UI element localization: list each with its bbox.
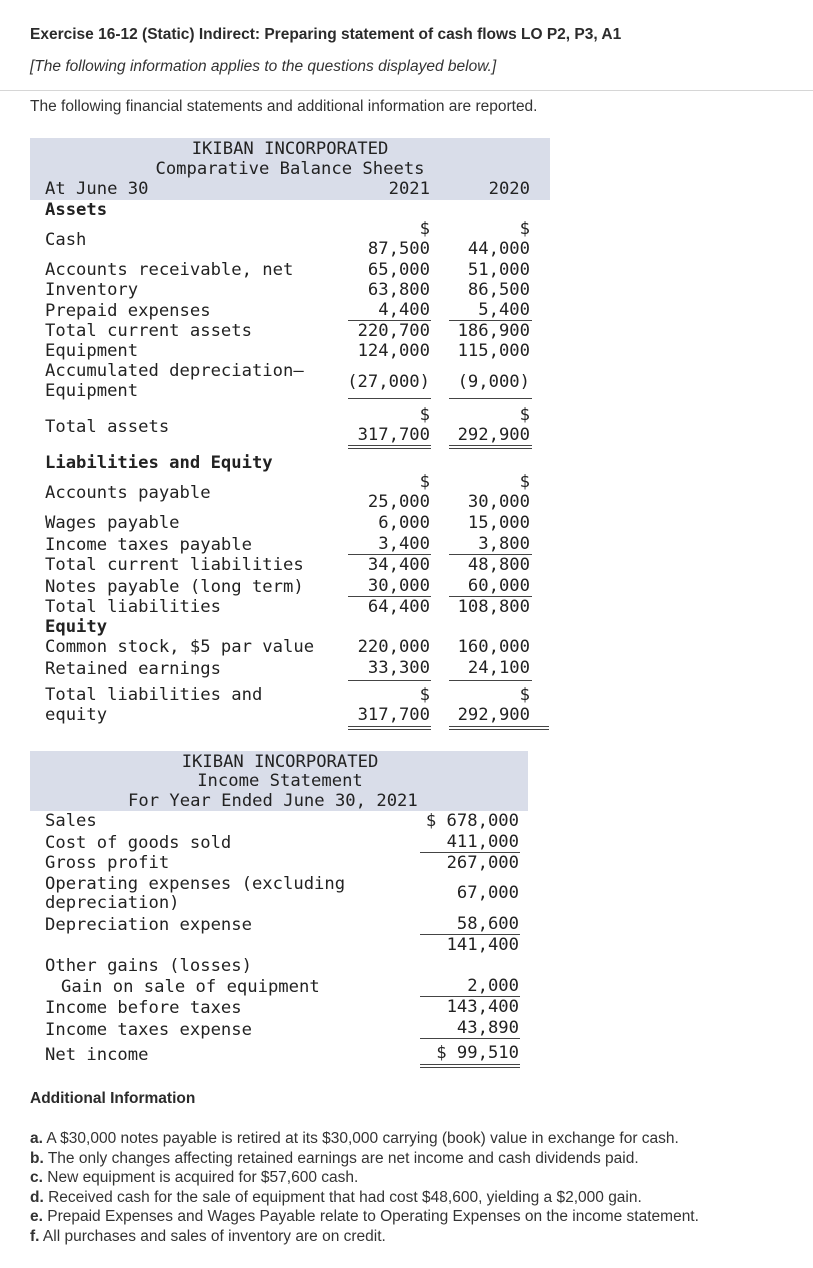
list-item: c. New equipment is acquired for $57,600 cash. (30, 1169, 359, 1187)
is-value: 43,890 (456, 1018, 519, 1038)
dollar-sign: $ (419, 405, 430, 425)
value-2021: 4,400 (378, 300, 430, 320)
double-underline (420, 1064, 520, 1068)
is-value: 267,000 (446, 853, 519, 873)
is-label-tax: Income taxes expense (45, 1020, 252, 1040)
row-label-total-assets: Total assets (45, 417, 170, 437)
value-2021: 3,400 (378, 534, 430, 554)
is-value-subtotal: 141,400 (446, 935, 519, 955)
double-underline (348, 726, 431, 730)
underline (449, 398, 532, 399)
is-label-sales: Sales (45, 811, 97, 831)
underline (449, 680, 532, 681)
additional-info-title: Additional Information (30, 1090, 196, 1107)
dollar-sign: $ (519, 472, 530, 492)
row-label-re: Retained earnings (45, 659, 221, 679)
dollar-sign: $ (419, 219, 430, 239)
value-2021: 34,400 (367, 555, 430, 575)
value-2021: (27,000) (347, 372, 430, 392)
value-2020: 160,000 (457, 637, 530, 657)
value-2021: 317,700 (357, 705, 430, 725)
list-item: e. Prepaid Expenses and Wages Payable relate to Operating Expenses on the income statement. (30, 1208, 699, 1226)
is-value: 411,000 (446, 832, 519, 852)
bs-date-label: At June 30 (45, 179, 149, 199)
bs-col-2021: 2021 (388, 179, 430, 199)
is-value: 67,000 (456, 883, 519, 903)
row-label-equipment: Equipment (45, 341, 139, 361)
bs-col-2020: 2020 (488, 179, 530, 199)
double-underline (449, 445, 532, 449)
underline (348, 398, 431, 399)
divider (0, 90, 813, 91)
value-2021: 65,000 (367, 260, 430, 280)
dollar-sign: $ (519, 219, 530, 239)
row-label-itp: Income taxes payable (45, 535, 252, 555)
value-2020: 24,100 (467, 658, 530, 678)
exercise-title: Exercise 16-12 (Static) Indirect: Preparing statement of cash flows LO P2, P3, A1 (30, 26, 622, 43)
is-value: 143,400 (446, 997, 519, 1017)
row-label-notes: Notes payable (long term) (45, 577, 304, 597)
list-item: b. The only changes affecting retained earnings are net income and cash dividends paid. (30, 1149, 639, 1167)
dollar-sign: $ (419, 472, 430, 492)
is-period: For Year Ended June 30, 2021 (128, 791, 418, 811)
value-2020: 44,000 (467, 239, 530, 259)
assets-heading: Assets (45, 200, 108, 220)
is-label-ibt: Income before taxes (45, 998, 242, 1018)
is-label-ni: Net income (45, 1045, 149, 1065)
value-2020: 51,000 (467, 260, 530, 280)
is-value: $ 678,000 (425, 811, 519, 831)
double-underline (348, 445, 431, 449)
value-2020: (9,000) (457, 372, 530, 392)
value-2021: 25,000 (367, 492, 430, 512)
is-value-net-income: $ 99,510 (436, 1043, 519, 1063)
row-label-accdep-2: Equipment (45, 381, 139, 401)
value-2021: 64,400 (367, 597, 430, 617)
is-label-dep: Depreciation expense (45, 915, 252, 935)
is-value: 58,600 (456, 914, 519, 934)
is-value: 2,000 (467, 976, 519, 996)
value-2020: 5,400 (478, 300, 530, 320)
value-2020: 15,000 (467, 513, 530, 533)
dollar-sign: $ (519, 405, 530, 425)
value-2020: 186,900 (457, 321, 530, 341)
liabilities-heading: Liabilities and Equity (45, 453, 273, 473)
is-company: IKIBAN INCORPORATED (181, 752, 379, 772)
bs-company: IKIBAN INCORPORATED (191, 139, 389, 159)
value-2020: 3,800 (478, 534, 530, 554)
underline (420, 1038, 520, 1039)
row-label-tle: Total liabilities and (45, 685, 263, 705)
value-2020: 108,800 (457, 597, 530, 617)
value-2021: 30,000 (367, 576, 430, 596)
is-label-cogs: Cost of goods sold (45, 833, 232, 853)
is-label-other: Other gains (losses) (45, 956, 252, 976)
list-item: f. All purchases and sales of inventory are on credit. (30, 1227, 386, 1245)
row-label-tcl: Total current liabilities (45, 555, 304, 575)
value-2020: 292,900 (457, 425, 530, 445)
value-2021: 33,300 (367, 658, 430, 678)
value-2021: 63,800 (367, 280, 430, 300)
row-label-tca: Total current assets (45, 321, 252, 341)
exercise-subtitle: [The following information applies to the questions displayed below.] (30, 58, 497, 75)
dollar-sign: $ (419, 685, 430, 705)
row-label-ar: Accounts receivable, net (45, 260, 294, 280)
equity-heading: Equity (45, 617, 108, 637)
value-2020: 292,900 (457, 705, 530, 725)
is-title: Income Statement (197, 771, 363, 791)
is-label-opex-2: depreciation) (45, 893, 180, 913)
row-label-accdep: Accumulated depreciation— (45, 361, 304, 381)
row-label-tle-2: equity (45, 705, 108, 725)
value-2020: 115,000 (457, 341, 530, 361)
value-2020: 86,500 (467, 280, 530, 300)
double-underline (449, 726, 549, 730)
is-label-opex: Operating expenses (excluding (45, 874, 346, 894)
value-2020: 60,000 (467, 576, 530, 596)
is-label-gp: Gross profit (45, 853, 170, 873)
row-label-prepaid: Prepaid expenses (45, 301, 211, 321)
value-2021: 317,700 (357, 425, 430, 445)
row-label-inventory: Inventory (45, 280, 139, 300)
value-2021: 87,500 (367, 239, 430, 259)
underline (348, 680, 431, 681)
intro-text: The following financial statements and additional information are reported. (30, 98, 538, 115)
bs-title: Comparative Balance Sheets (155, 159, 425, 179)
row-label-cs: Common stock, $5 par value (45, 637, 315, 657)
list-item: a. A $30,000 notes payable is retired at its $30,000 carrying (book) value in exchange for cash. (30, 1130, 679, 1147)
dollar-sign: $ (519, 685, 530, 705)
list-item: d. Received cash for the sale of equipment that had cost $48,600, yielding a $2,000 gain. (30, 1188, 642, 1206)
additional-info-list (30, 1129, 699, 1247)
is-label-gain: Gain on sale of equipment (61, 977, 320, 997)
value-2021: 6,000 (378, 513, 430, 533)
value-2020: 48,800 (467, 555, 530, 575)
row-label-wages: Wages payable (45, 513, 180, 533)
row-label-cash: Cash (45, 230, 87, 250)
row-label-ap: Accounts payable (45, 483, 211, 503)
row-label-tl: Total liabilities (45, 597, 221, 617)
value-2021: 220,000 (357, 637, 430, 657)
value-2021: 124,000 (357, 341, 430, 361)
value-2020: 30,000 (467, 492, 530, 512)
value-2021: 220,700 (357, 321, 430, 341)
